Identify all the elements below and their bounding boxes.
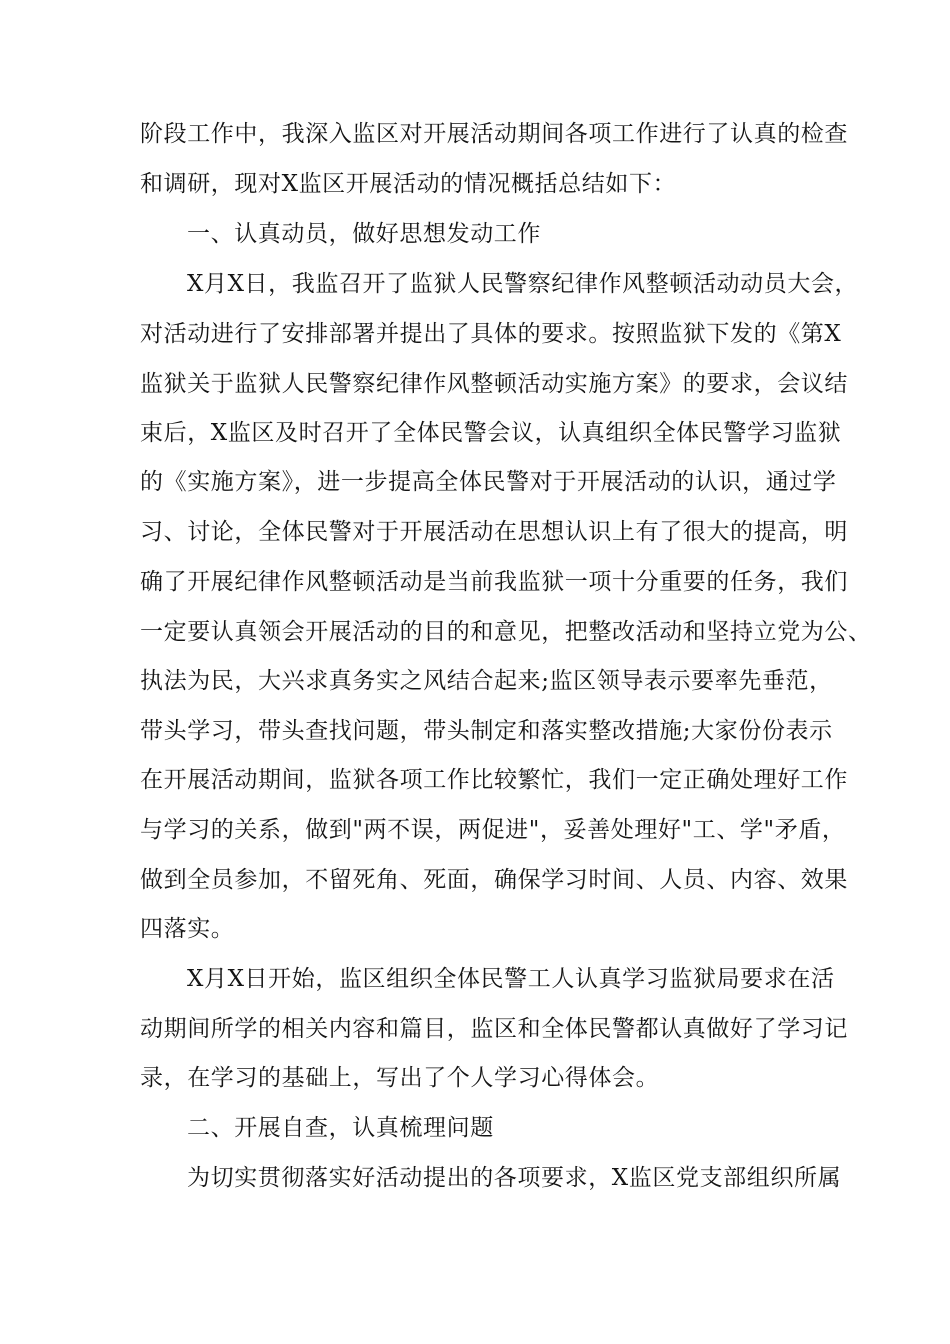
paragraph-line: 在开展活动期间，监狱各项工作比较繁忙，我们一定正确处理好工作 xyxy=(140,767,848,793)
paragraph-line: 录，在学习的基础上，写出了个人学习心得体会。 xyxy=(140,1065,660,1091)
paragraph-line: 为切实贯彻落实好活动提出的各项要求，X监区党支部组织所属 xyxy=(187,1165,842,1191)
paragraph-line: 带头学习，带头查找问题，带头制定和落实整改措施;大家份份表示 xyxy=(140,718,833,744)
paragraph-line: 执法为民，大兴求真务实之风结合起来;监区领导表示要率先垂范， xyxy=(140,668,833,694)
paragraph-line: X月X日，我监召开了监狱人民警察纪律作风整顿活动动员大会， xyxy=(187,271,859,297)
paragraph-line: X月X日开始，监区组织全体民警工人认真学习监狱局要求在活 xyxy=(187,966,835,992)
paragraph-line: 确了开展纪律作风整顿活动是当前我监狱一项十分重要的任务，我们 xyxy=(140,569,848,595)
paragraph-line: 监狱关于监狱人民警察纪律作风整顿活动实施方案》的要求，会议结 xyxy=(140,371,848,397)
section-heading: 一、认真动员，做好思想发动工作 xyxy=(187,221,541,247)
paragraph-line: 与学习的关系，做到"两不误，两促进"，妥善处理好"工、学"矛盾， xyxy=(140,817,846,843)
paragraph-line: 习、讨论，全体民警对于开展活动在思想认识上有了很大的提高，明 xyxy=(140,519,848,545)
paragraph-line: 四落实。 xyxy=(140,916,235,942)
paragraph-line: 阶段工作中，我深入监区对开展活动期间各项工作进行了认真的检查 xyxy=(140,121,848,147)
section-heading: 二、开展自查，认真梳理问题 xyxy=(187,1115,494,1141)
paragraph-line: 的《实施方案》，进一步提高全体民警对于开展活动的认识，通过学 xyxy=(140,469,837,495)
paragraph-line: 做到全员参加，不留死角、死面，确保学习时间、人员、内容、效果 xyxy=(140,867,848,893)
paragraph-line: 和调研，现对X监区开展活动的情况概括总结如下： xyxy=(140,171,677,197)
paragraph-line: 一定要认真领会开展活动的目的和意见，把整改活动和坚持立党为公、 xyxy=(140,619,872,645)
paragraph-line: 对活动进行了安排部署并提出了具体的要求。按照监狱下发的《第X xyxy=(140,321,842,347)
paragraph-line: 束后，X监区及时召开了全体民警会议，认真组织全体民警学习监狱 xyxy=(140,420,842,446)
paragraph-line: 动期间所学的相关内容和篇目，监区和全体民警都认真做好了学习记 xyxy=(140,1016,848,1042)
